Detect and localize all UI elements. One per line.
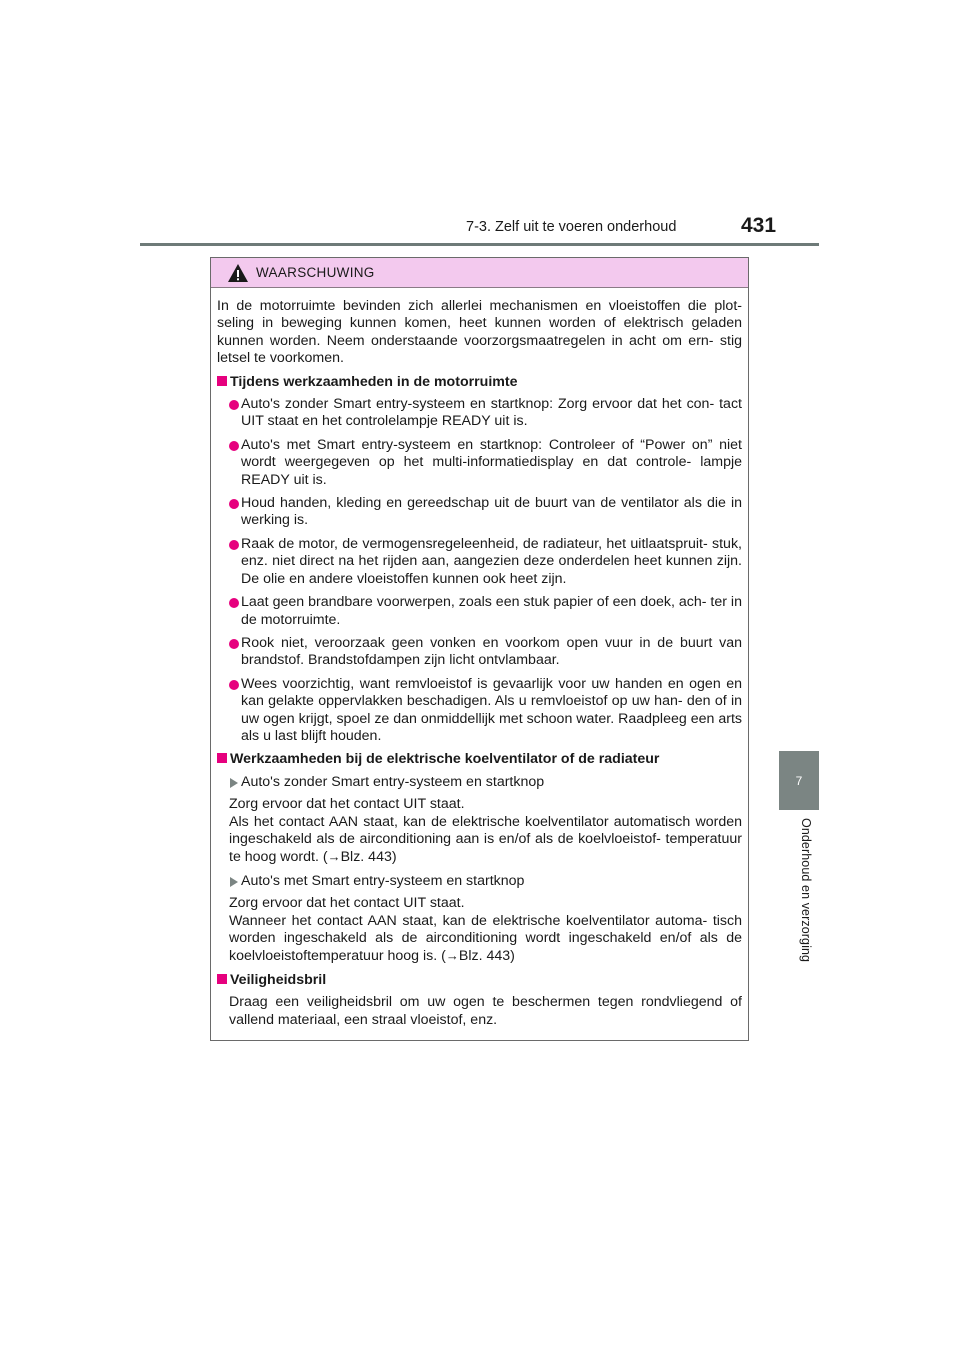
round-bullet-icon (229, 400, 239, 410)
list-item: Houd handen, kleding en gereedschap uit de buurt van de ventilator als die in werking is. (217, 495, 742, 530)
warning-triangle-icon (227, 263, 249, 283)
intro-paragraph: In de motorruimte bevinden zich allerlei mechanismen en vloeistoffen die plot- seling in beweging kunnen komen, heet kunnen worden of elektrisch geladen kunnen worden. Neem onderstaande voorzorgsmaatregelen in acht om ern- stig letsel te voorkomen. (217, 298, 742, 367)
header-rule (140, 243, 819, 246)
warning-body (211, 288, 748, 1029)
list-item: Rook niet, veroorzaak geen vonken en voorkom open vuur in de buurt van brandstof. Brandstofdampen zijn licht ontvlambaar. (217, 635, 742, 670)
square-bullet-icon (217, 376, 227, 386)
section-heading-cooling-fan: Werkzaamheden bij de elektrische koelventilator of de radiateur (217, 751, 742, 768)
section-heading-safety-glasses: Veiligheidsbril (217, 972, 742, 989)
sub-paragraph: Draag een veiligheidsbril om uw ogen te beschermen tegen rondvliegend of vallend materiaal, een straal vloeistof, enz. (229, 994, 742, 1028)
arrow-right-icon: → (327, 849, 341, 865)
warning-box (210, 257, 749, 1041)
sub-heading-without-smart-entry: Auto's zonder Smart entry-systeem en startknop (217, 774, 742, 791)
list-item: Laat geen brandbare voorwerpen, zoals een stuk papier of een doek, ach- ter in de motorruimte. (217, 594, 742, 629)
page-reference-link[interactable]: Blz. 443) (458, 948, 515, 965)
sub-paragraph: Zorg ervoor dat het contact UIT staat. Wanneer het contact AAN staat, kan de elektrische koelventilator automa- tisch worden ingeschakeld als de airconditioning wordt ingeschakeld en/of als de koelvloeistoftemperatuur hoog is. (→Blz. 443) (229, 895, 743, 965)
page-reference-link[interactable]: Blz. 443) (340, 849, 397, 866)
sub-paragraph: Zorg ervoor dat het contact UIT staat. Als het contact AAN staat, kan de elektrische koelventilator automatisch worden ingeschakeld als de airconditioning aan is en/of als de koelvloeistof- temperatuur te hoog wordt. (→Blz. 443) (229, 796, 742, 866)
round-bullet-icon (229, 540, 239, 550)
triangle-pointer-icon (230, 877, 238, 887)
round-bullet-icon (229, 441, 239, 451)
arrow-right-icon: → (445, 948, 459, 964)
triangle-pointer-icon (230, 778, 238, 788)
sub-heading-with-smart-entry: Auto's met Smart entry-systeem en startknop (217, 873, 742, 890)
round-bullet-icon (229, 680, 239, 690)
header-section-title: 7-3. Zelf uit te voeren onderhoud (466, 219, 677, 235)
page-number: 431 (741, 214, 777, 237)
list-item: Auto's met Smart entry-systeem en startknop: Controleer of “Power on” niet wordt weergegeven op het multi-informatiedisplay en dat controle- lampje READY uit is. (217, 437, 742, 489)
list-item: Auto's zonder Smart entry-systeem en startknop: Zorg ervoor dat het con- tact UIT staat en het controlelampje READY uit is. (217, 396, 742, 431)
warning-title: WAARSCHUWING (256, 265, 375, 280)
chapter-label: Onderhoud en verzorging (799, 818, 813, 963)
chapter-tab[interactable]: 7 (779, 751, 819, 810)
round-bullet-icon (229, 499, 239, 509)
square-bullet-icon (217, 753, 227, 763)
warning-header (211, 258, 748, 288)
round-bullet-icon (229, 639, 239, 649)
list-item: Wees voorzichtig, want remvloeistof is gevaarlijk voor uw handen en ogen en kan gelakte oppervlakken beschadigen. Als u remvloeistof op uw han- den of in uw ogen krijgt, spoel ze dan onmiddellijk met schoon water. Raadpleeg een arts als u last blijft houden. (217, 676, 742, 746)
square-bullet-icon (217, 974, 227, 984)
section-heading-engine-bay: Tijdens werkzaamheden in de motorruimte (217, 374, 742, 391)
round-bullet-icon (229, 598, 239, 608)
list-item: Raak de motor, de vermogensregeleenheid, de radiateur, het uitlaatspruit- stuk, enz. niet direct na het rijden aan, aangezien deze onderdelen heet kunnen zijn. De olie en andere vloeistoffen kunnen ook heet zijn. (217, 536, 742, 588)
